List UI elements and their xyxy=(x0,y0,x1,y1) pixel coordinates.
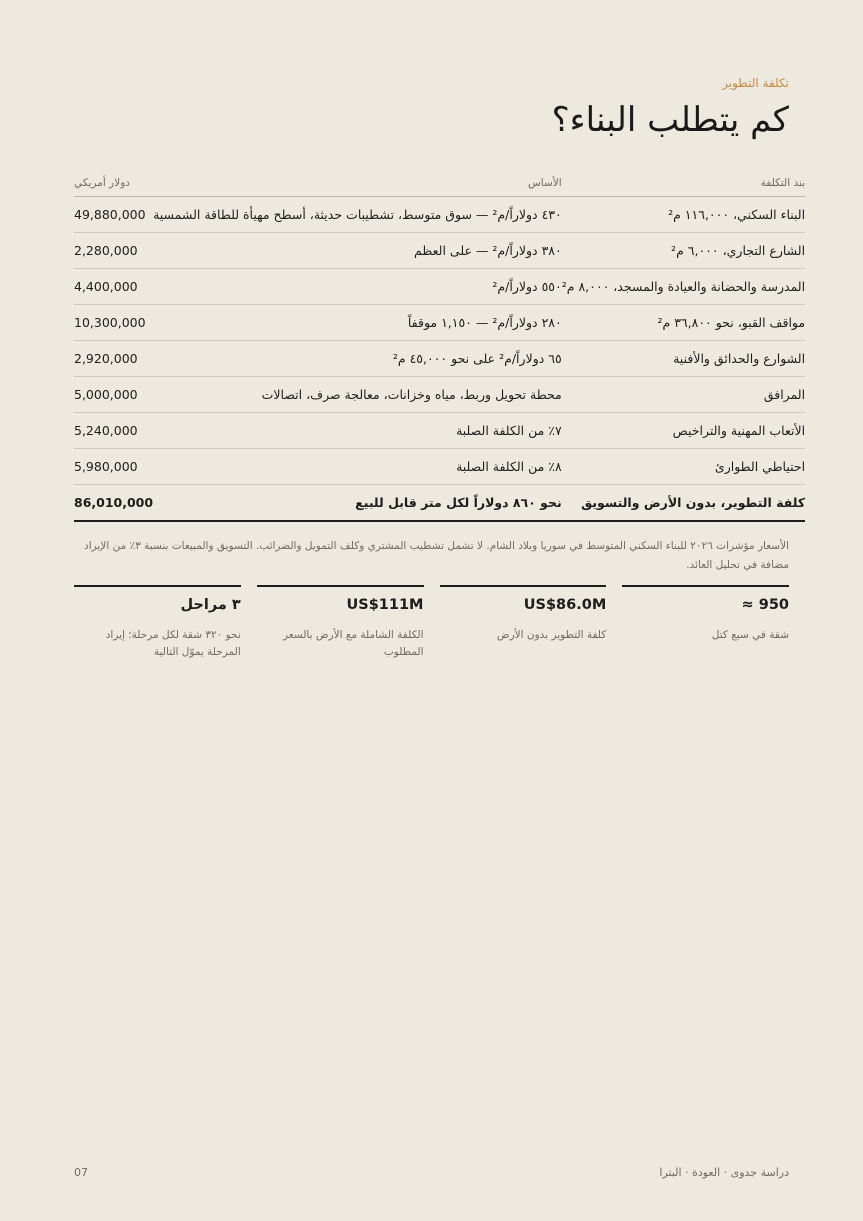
pricing-note: الأسعار مؤشرات ٢٠٢٦ للبناء السكني المتوسط في سوريا وبلاد الشام. لا تشمل تشطيب المشتري وكلف التمويل والضرائب. التسويق والمبيعات بنسبة ٣٪ من الإيراد مضافة في تحليل العائد. xyxy=(84,540,789,571)
cell-item: المدرسة والحضانة والعيادة والمسجد، ٨,٠٠٠ م² xyxy=(562,269,805,305)
stat-label: نحو ٣٢٠ شقة لكل مرحلة؛ إيراد المرحلة يموّل التالية xyxy=(105,629,241,658)
cell-basis: ٦٥ دولاراً/م² على نحو ٤٥,٠٠٠ م² xyxy=(153,341,562,377)
cell-basis: ٤٣٠ دولاراً/م² — سوق متوسط، تشطيبات حديثة، أسطح مهيأة للطاقة الشمسية xyxy=(153,197,562,233)
header-amount: دولار أمريكي xyxy=(74,170,153,197)
stat-label: شقة في سبع كتل xyxy=(711,629,789,641)
stat-value: US$111M xyxy=(346,597,424,613)
table-row xyxy=(74,413,805,449)
cell-amount: 2,920,000 xyxy=(74,341,153,377)
cell-amount: 2,280,000 xyxy=(74,233,153,269)
stat-apartments xyxy=(622,585,789,661)
cell-amount: 49,880,000 xyxy=(74,197,153,233)
cell-item: الشارع التجاري، ٦,٠٠٠ م² xyxy=(562,233,805,269)
footer-caption: دراسة جدوى · العودة · البترا xyxy=(659,1166,789,1179)
cell-item: مواقف القبو، نحو ٣٦,٨٠٠ م² xyxy=(562,305,805,341)
table-row xyxy=(74,449,805,485)
table-row xyxy=(74,233,805,269)
cell-basis: ٣٨٠ دولاراً/م² — على العظم xyxy=(153,233,562,269)
cell-item: البناء السكني، ١١٦,٠٠٠ م² xyxy=(562,197,805,233)
key-stats xyxy=(74,585,789,661)
stat-label: الكلفة الشاملة مع الأرض بالسعر المطلوب xyxy=(282,629,424,658)
cell-amount: 5,980,000 xyxy=(74,449,153,485)
table-row xyxy=(74,305,805,341)
cost-table xyxy=(74,170,805,522)
cell-item: المرافق xyxy=(562,377,805,413)
stat-value: ٣ مراحل xyxy=(180,597,241,613)
cell-amount: 5,000,000 xyxy=(74,377,153,413)
cell-basis: ٥٥٠ دولاراً/م² xyxy=(153,269,562,305)
page-number: 07 xyxy=(74,1166,88,1179)
cell-item: الأتعاب المهنية والتراخيص xyxy=(562,413,805,449)
stat-value: US$86.0M xyxy=(523,597,607,613)
cell-amount: 10,300,000 xyxy=(74,305,153,341)
table-row xyxy=(74,197,805,233)
page xyxy=(74,0,806,1221)
table-header-row xyxy=(74,170,805,197)
stat-development-cost xyxy=(440,585,607,661)
total-amount: 86,010,000 xyxy=(74,485,153,522)
cell-amount: 4,400,000 xyxy=(74,269,153,305)
cell-basis: ٢٨٠ دولاراً/م² — ١,١٥٠ موقفاً xyxy=(153,305,562,341)
cell-basis: محطة تحويل وربط، مياه وخزانات، معالجة صرف، اتصالات xyxy=(153,377,562,413)
cell-basis: ٨٪ من الكلفة الصلبة xyxy=(153,449,562,485)
table-row xyxy=(74,341,805,377)
total-basis: نحو ٨٦٠ دولاراً لكل متر قابل للبيع xyxy=(153,485,562,522)
header-item: بند التكلفة xyxy=(562,170,805,197)
page-title: كم يتطلب البناء؟ xyxy=(551,100,789,140)
cell-item: احتياطي الطوارئ xyxy=(562,449,805,485)
cell-amount: 5,240,000 xyxy=(74,413,153,449)
table-row xyxy=(74,377,805,413)
section-eyebrow: تكلفة التطوير xyxy=(722,76,789,90)
table-total-row xyxy=(74,485,805,522)
stat-label: كلفة التطوير بدون الأرض xyxy=(496,629,607,641)
header-basis: الأساس xyxy=(153,170,562,197)
stat-phases xyxy=(74,585,241,661)
stat-total-cost xyxy=(257,585,424,661)
stat-value: ≈ 950 xyxy=(741,597,789,613)
cell-item: الشوارع والحدائق والأفنية xyxy=(562,341,805,377)
total-item: كلفة التطوير، بدون الأرض والتسويق xyxy=(562,485,805,522)
cell-basis: ٧٪ من الكلفة الصلبة xyxy=(153,413,562,449)
table-row xyxy=(74,269,805,305)
